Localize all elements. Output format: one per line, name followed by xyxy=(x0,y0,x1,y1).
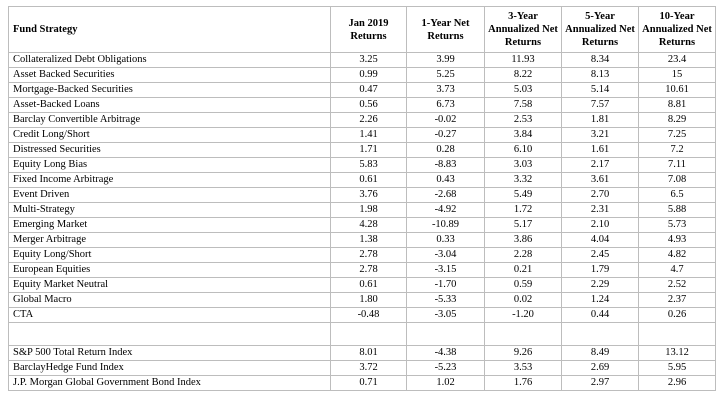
spacer-cell xyxy=(485,323,562,346)
one-year-cell: 5.25 xyxy=(407,68,485,83)
spacer-cell xyxy=(331,323,407,346)
jan-return-cell: 3.25 xyxy=(331,53,407,68)
jan-return-cell: 0.71 xyxy=(331,376,407,391)
five-year-cell: 7.57 xyxy=(562,98,639,113)
jan-return-cell: 1.41 xyxy=(331,128,407,143)
strategy-name-cell: Mortgage-Backed Securities xyxy=(9,83,331,98)
spacer-row xyxy=(9,323,716,346)
table-row xyxy=(9,113,716,128)
strategy-name-cell: European Equities xyxy=(9,263,331,278)
one-year-cell: -4.92 xyxy=(407,203,485,218)
five-year-cell: 2.70 xyxy=(562,188,639,203)
one-year-cell: -3.15 xyxy=(407,263,485,278)
ten-year-cell: 0.26 xyxy=(639,308,716,323)
three-year-cell: 5.49 xyxy=(485,188,562,203)
index-rows xyxy=(9,346,716,391)
strategy-name-cell: Emerging Market xyxy=(9,218,331,233)
jan-return-cell: 1.71 xyxy=(331,143,407,158)
header-row xyxy=(9,7,716,53)
jan-return-cell: 4.28 xyxy=(331,218,407,233)
strategy-name-cell: Equity Long Bias xyxy=(9,158,331,173)
ten-year-cell: 8.81 xyxy=(639,98,716,113)
one-year-cell: -4.38 xyxy=(407,346,485,361)
one-year-cell: -3.05 xyxy=(407,308,485,323)
five-year-cell: 3.61 xyxy=(562,173,639,188)
header-5-year: 5-Year Annualized Net Returns xyxy=(562,7,639,53)
jan-return-cell: 0.61 xyxy=(331,173,407,188)
ten-year-cell: 6.5 xyxy=(639,188,716,203)
table-row xyxy=(9,128,716,143)
one-year-cell: -5.23 xyxy=(407,361,485,376)
one-year-cell: -8.83 xyxy=(407,158,485,173)
one-year-cell: -2.68 xyxy=(407,188,485,203)
table-row xyxy=(9,278,716,293)
ten-year-cell: 2.96 xyxy=(639,376,716,391)
table-row xyxy=(9,203,716,218)
five-year-cell: 4.04 xyxy=(562,233,639,248)
five-year-cell: 5.14 xyxy=(562,83,639,98)
strategy-name-cell: Equity Long/Short xyxy=(9,248,331,263)
table-row xyxy=(9,248,716,263)
ten-year-cell: 4.82 xyxy=(639,248,716,263)
header-3-year: 3-Year Annualized Net Returns xyxy=(485,7,562,53)
five-year-cell: 0.44 xyxy=(562,308,639,323)
ten-year-cell: 13.12 xyxy=(639,346,716,361)
strategy-name-cell: Asset Backed Securities xyxy=(9,68,331,83)
header-1-year: 1-Year Net Returns xyxy=(407,7,485,53)
jan-return-cell: 1.38 xyxy=(331,233,407,248)
one-year-cell: 6.73 xyxy=(407,98,485,113)
jan-return-cell: 0.47 xyxy=(331,83,407,98)
ten-year-cell: 5.88 xyxy=(639,203,716,218)
ten-year-cell: 7.2 xyxy=(639,143,716,158)
table-row xyxy=(9,143,716,158)
three-year-cell: 5.03 xyxy=(485,83,562,98)
ten-year-cell: 10.61 xyxy=(639,83,716,98)
spacer-cell xyxy=(562,323,639,346)
fund-returns-table xyxy=(8,6,716,391)
strategy-name-cell: Collateralized Debt Obligations xyxy=(9,53,331,68)
one-year-cell: 3.73 xyxy=(407,83,485,98)
jan-return-cell: 3.76 xyxy=(331,188,407,203)
strategy-rows xyxy=(9,53,716,323)
five-year-cell: 2.97 xyxy=(562,376,639,391)
one-year-cell: -0.27 xyxy=(407,128,485,143)
strategy-name-cell: BarclayHedge Fund Index xyxy=(9,361,331,376)
header-10-year: 10-Year Annualized Net Returns xyxy=(639,7,716,53)
strategy-name-cell: J.P. Morgan Global Government Bond Index xyxy=(9,376,331,391)
jan-return-cell: 2.26 xyxy=(331,113,407,128)
jan-return-cell: 1.80 xyxy=(331,293,407,308)
strategy-name-cell: Distressed Securities xyxy=(9,143,331,158)
three-year-cell: 2.28 xyxy=(485,248,562,263)
one-year-cell: 3.99 xyxy=(407,53,485,68)
jan-return-cell: 2.78 xyxy=(331,263,407,278)
three-year-cell: 0.21 xyxy=(485,263,562,278)
strategy-name-cell: Multi-Strategy xyxy=(9,203,331,218)
ten-year-cell: 4.7 xyxy=(639,263,716,278)
table-row xyxy=(9,308,716,323)
three-year-cell: 3.84 xyxy=(485,128,562,143)
jan-return-cell: 8.01 xyxy=(331,346,407,361)
table-row xyxy=(9,233,716,248)
table-row xyxy=(9,263,716,278)
index-row xyxy=(9,376,716,391)
five-year-cell: 8.13 xyxy=(562,68,639,83)
spacer-cell xyxy=(407,323,485,346)
three-year-cell: 3.03 xyxy=(485,158,562,173)
jan-return-cell: 3.72 xyxy=(331,361,407,376)
five-year-cell: 2.10 xyxy=(562,218,639,233)
three-year-cell: 3.53 xyxy=(485,361,562,376)
five-year-cell: 1.61 xyxy=(562,143,639,158)
three-year-cell: 0.59 xyxy=(485,278,562,293)
three-year-cell: 6.10 xyxy=(485,143,562,158)
one-year-cell: 0.33 xyxy=(407,233,485,248)
three-year-cell: 8.22 xyxy=(485,68,562,83)
strategy-name-cell: Merger Arbitrage xyxy=(9,233,331,248)
ten-year-cell: 7.08 xyxy=(639,173,716,188)
ten-year-cell: 5.73 xyxy=(639,218,716,233)
strategy-name-cell: Asset-Backed Loans xyxy=(9,98,331,113)
jan-return-cell: 0.56 xyxy=(331,98,407,113)
ten-year-cell: 4.93 xyxy=(639,233,716,248)
three-year-cell: 3.32 xyxy=(485,173,562,188)
spacer-cell xyxy=(9,323,331,346)
jan-return-cell: 0.61 xyxy=(331,278,407,293)
three-year-cell: 2.53 xyxy=(485,113,562,128)
ten-year-cell: 2.52 xyxy=(639,278,716,293)
table-row xyxy=(9,188,716,203)
jan-return-cell: 5.83 xyxy=(331,158,407,173)
three-year-cell: 9.26 xyxy=(485,346,562,361)
three-year-cell: 7.58 xyxy=(485,98,562,113)
jan-return-cell: 0.99 xyxy=(331,68,407,83)
table-row xyxy=(9,293,716,308)
ten-year-cell: 7.11 xyxy=(639,158,716,173)
one-year-cell: -1.70 xyxy=(407,278,485,293)
five-year-cell: 8.34 xyxy=(562,53,639,68)
table-row xyxy=(9,83,716,98)
ten-year-cell: 23.4 xyxy=(639,53,716,68)
header-jan-2019: Jan 2019 Returns xyxy=(331,7,407,53)
table-row xyxy=(9,173,716,188)
three-year-cell: 11.93 xyxy=(485,53,562,68)
five-year-cell: 8.49 xyxy=(562,346,639,361)
strategy-name-cell: S&P 500 Total Return Index xyxy=(9,346,331,361)
table-row xyxy=(9,53,716,68)
table-row xyxy=(9,218,716,233)
five-year-cell: 1.24 xyxy=(562,293,639,308)
index-row xyxy=(9,346,716,361)
five-year-cell: 1.81 xyxy=(562,113,639,128)
three-year-cell: 1.76 xyxy=(485,376,562,391)
ten-year-cell: 7.25 xyxy=(639,128,716,143)
five-year-cell: 2.29 xyxy=(562,278,639,293)
three-year-cell: 3.86 xyxy=(485,233,562,248)
index-row xyxy=(9,361,716,376)
one-year-cell: -10.89 xyxy=(407,218,485,233)
strategy-name-cell: Fixed Income Arbitrage xyxy=(9,173,331,188)
strategy-name-cell: Event Driven xyxy=(9,188,331,203)
five-year-cell: 2.31 xyxy=(562,203,639,218)
spacer-cell xyxy=(639,323,716,346)
ten-year-cell: 2.37 xyxy=(639,293,716,308)
three-year-cell: -1.20 xyxy=(485,308,562,323)
ten-year-cell: 5.95 xyxy=(639,361,716,376)
ten-year-cell: 15 xyxy=(639,68,716,83)
strategy-name-cell: Barclay Convertible Arbitrage xyxy=(9,113,331,128)
five-year-cell: 1.79 xyxy=(562,263,639,278)
jan-return-cell: -0.48 xyxy=(331,308,407,323)
jan-return-cell: 2.78 xyxy=(331,248,407,263)
table-spacer xyxy=(9,323,716,346)
header-fund-strategy: Fund Strategy xyxy=(9,7,331,53)
one-year-cell: 1.02 xyxy=(407,376,485,391)
strategy-name-cell: Equity Market Neutral xyxy=(9,278,331,293)
table-row xyxy=(9,68,716,83)
jan-return-cell: 1.98 xyxy=(331,203,407,218)
strategy-name-cell: Global Macro xyxy=(9,293,331,308)
table-row xyxy=(9,158,716,173)
strategy-name-cell: Credit Long/Short xyxy=(9,128,331,143)
three-year-cell: 5.17 xyxy=(485,218,562,233)
one-year-cell: -3.04 xyxy=(407,248,485,263)
strategy-name-cell: CTA xyxy=(9,308,331,323)
five-year-cell: 2.17 xyxy=(562,158,639,173)
three-year-cell: 0.02 xyxy=(485,293,562,308)
five-year-cell: 3.21 xyxy=(562,128,639,143)
one-year-cell: -0.02 xyxy=(407,113,485,128)
three-year-cell: 1.72 xyxy=(485,203,562,218)
five-year-cell: 2.45 xyxy=(562,248,639,263)
one-year-cell: -5.33 xyxy=(407,293,485,308)
ten-year-cell: 8.29 xyxy=(639,113,716,128)
five-year-cell: 2.69 xyxy=(562,361,639,376)
one-year-cell: 0.43 xyxy=(407,173,485,188)
one-year-cell: 0.28 xyxy=(407,143,485,158)
table-row xyxy=(9,98,716,113)
